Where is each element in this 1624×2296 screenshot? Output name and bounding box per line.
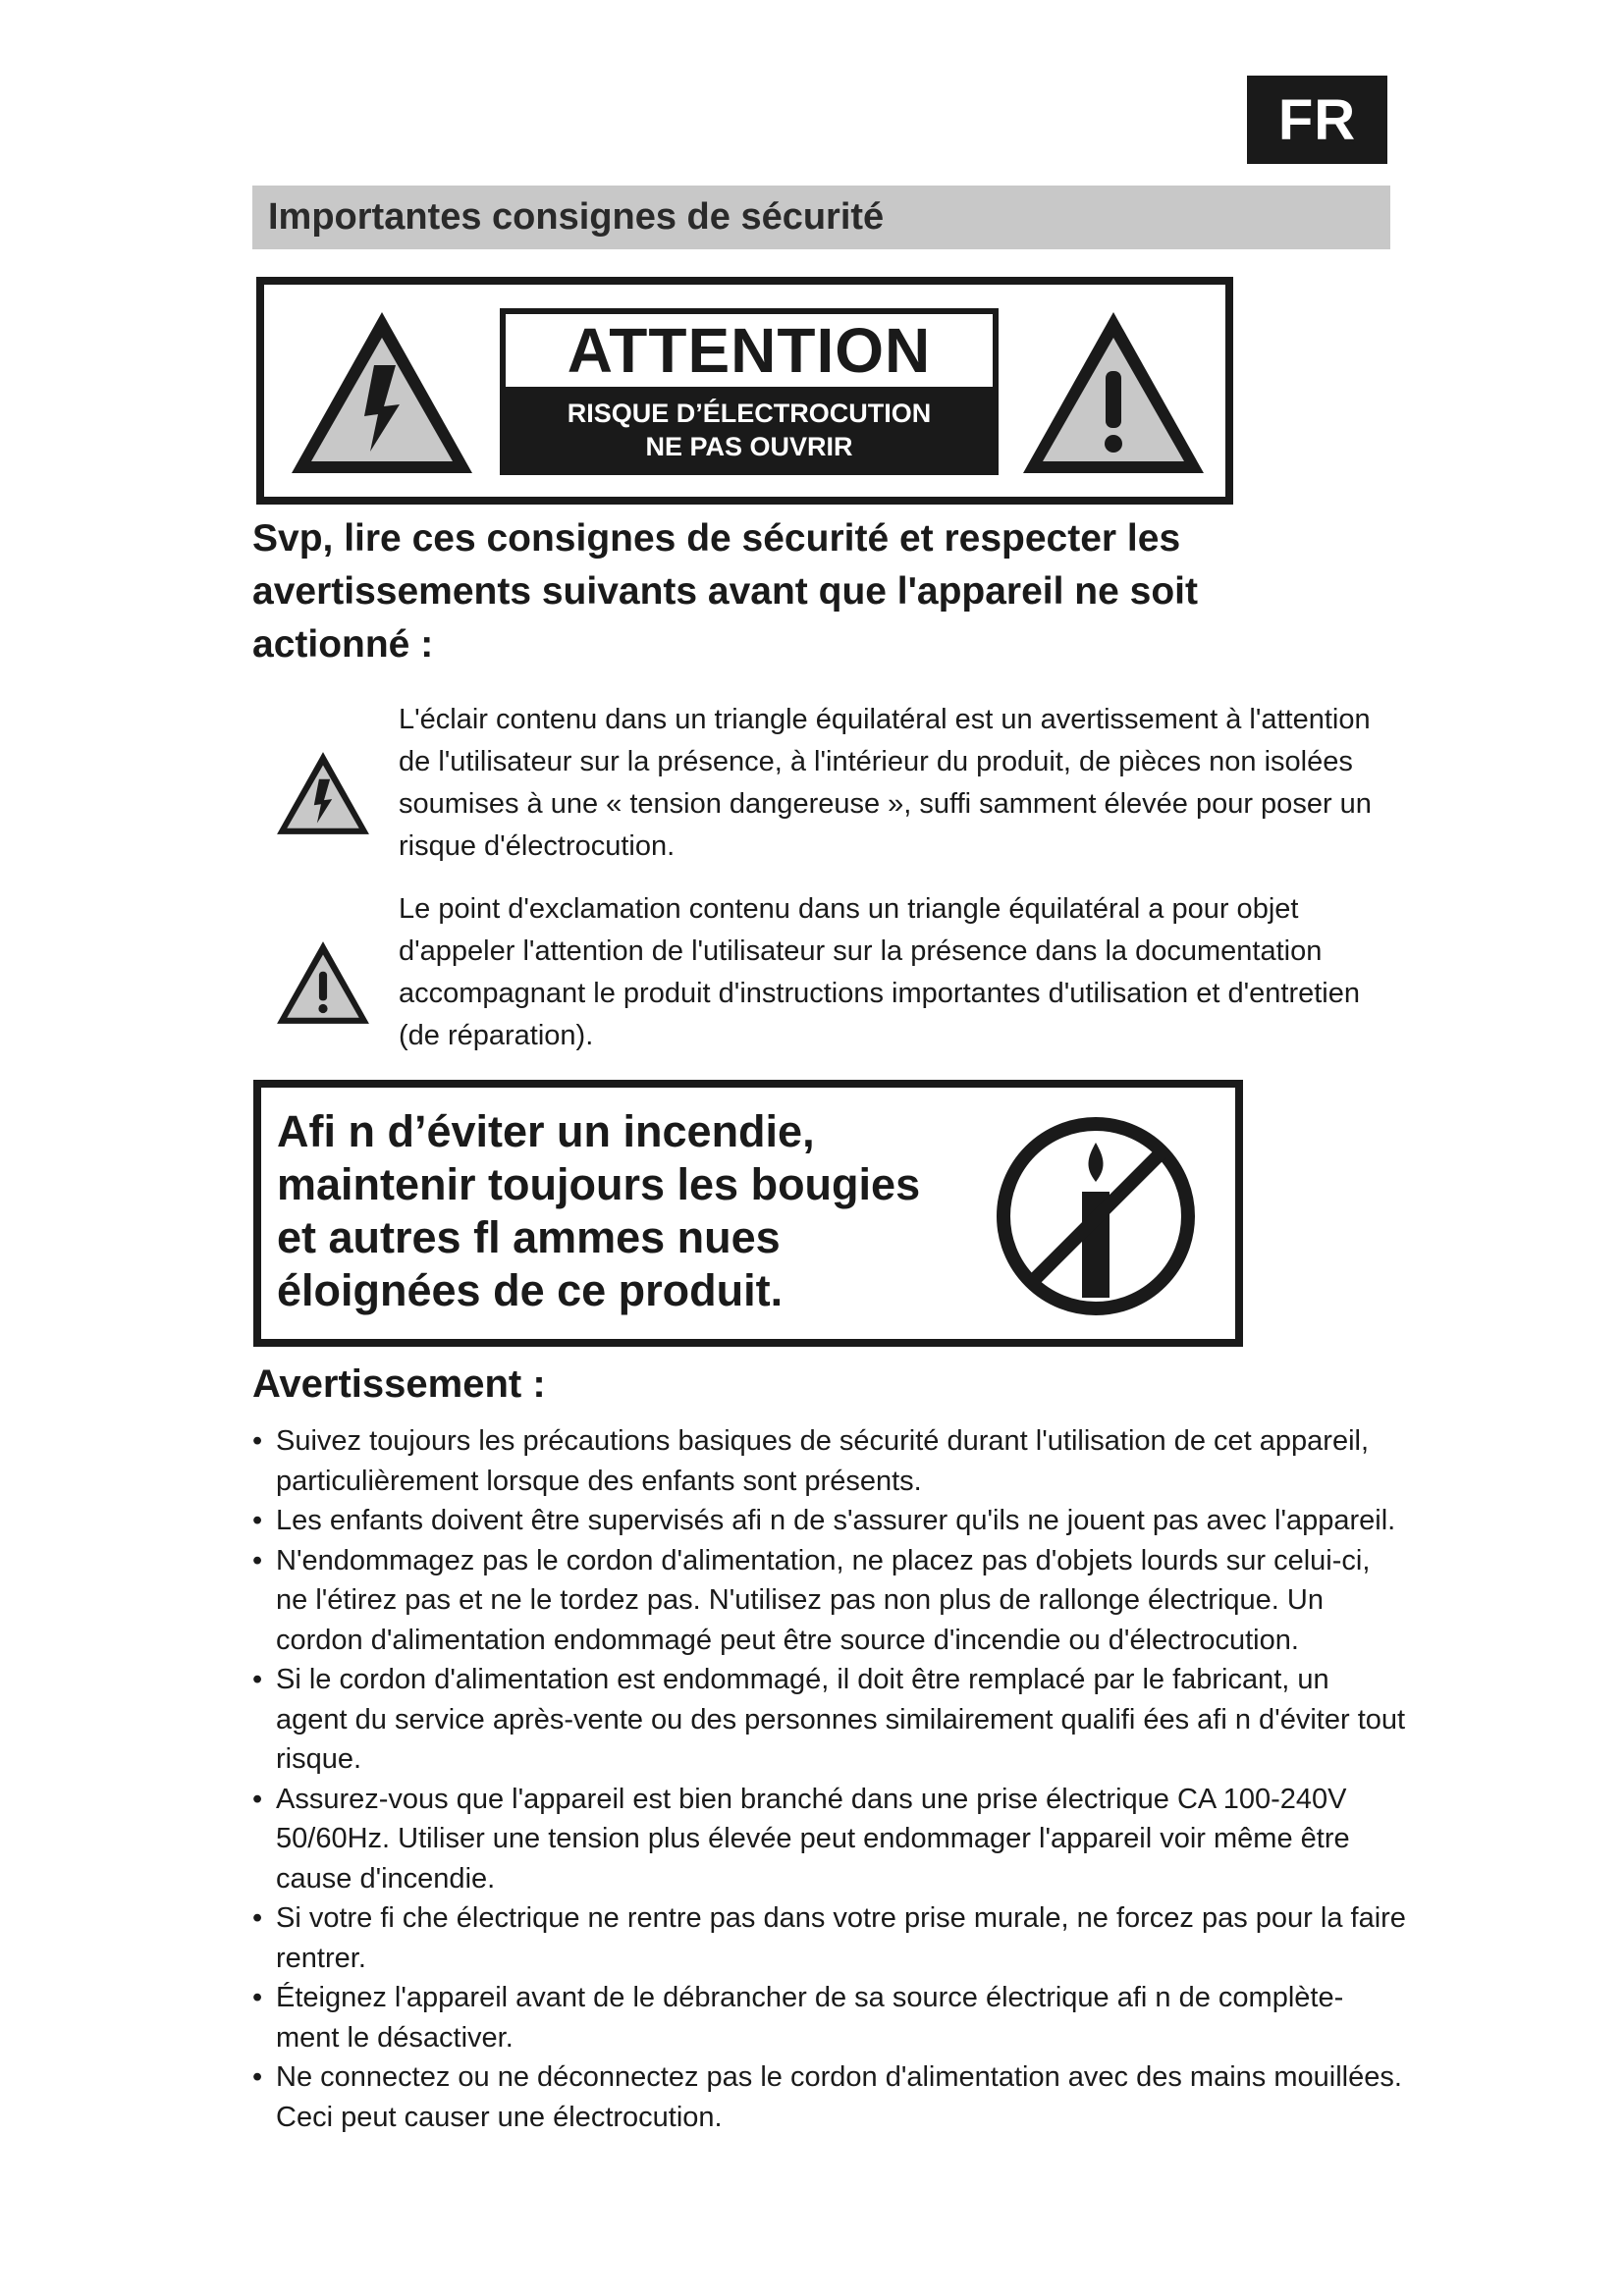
symbol-explanation-lightning (265, 699, 1394, 872)
lightning-triangle-icon (284, 304, 480, 481)
bullet-icon: • (252, 1664, 263, 1695)
warning-item (252, 1780, 1406, 1899)
warning-text: Si le cordon d'alimentation est endommagé, il doit être remplacé par le fabricant, un agent du service après-vente ou des personnes similairement qualifi ées afi n d'éviter tout risque. (276, 1664, 1406, 1775)
warning-title: Avertissement : (252, 1362, 546, 1406)
language-badge: FR (1247, 76, 1387, 164)
exclamation-triangle-icon (273, 937, 373, 1028)
symbol-explanation-text: L'éclair contenu dans un triangle équilatéral est un avertissement à l'attention de l'utilisateur sur la présence, à l'intérieur du produit, de pièces non isolées soumises à une « tension dangereuse », suffi samment élevée pour poser un risque d'électrocution. (399, 704, 1372, 862)
warning-item (252, 1978, 1406, 2057)
intro-heading: Svp, lire ces consignes de sécurité et respecter les avertissements suivants avant que l'appareil ne soit actionné : (252, 517, 1198, 666)
bullet-icon: • (252, 2061, 263, 2093)
warning-text: Suivez toujours les précautions basiques de sécurité durant l'utilisation de cet appareil, particulièrement lorsque des enfants sont présents. (276, 1425, 1370, 1497)
bullet-icon: • (252, 1902, 263, 1934)
attention-label (256, 277, 1233, 505)
exclamation-triangle-icon (1015, 304, 1212, 481)
warning-list (252, 1421, 1406, 2137)
warning-item (252, 1501, 1406, 1541)
warning-item (252, 1541, 1406, 1661)
fire-warning-box (253, 1080, 1243, 1347)
bullet-icon: • (252, 1982, 263, 2013)
section-title: Importantes consignes de sécurité (252, 186, 1390, 249)
warning-text: N'endommagez pas le cordon d'alimentation, ne placez pas d'objets lourds sur celui-ci, ne l'étirez pas et ne le tordez pas. N'utilisez pas non plus de rallonge électrique. Un cordon d'alimentation endommagé peut être source d'incendie ou d'électrocution. (276, 1544, 1371, 1656)
symbol-explanation-text: Le point d'exclamation contenu dans un triangle équilatéral a pour objet d'appeler l'attention de l'utilisateur sur la présence dans la documentation accompagnant le produit d'instructions importantes d'utilisation et d'entretien (de réparation). (399, 893, 1361, 1051)
attention-word: ATTENTION (506, 314, 993, 387)
warning-item (252, 1421, 1406, 1501)
symbol-explanation-exclamation (265, 888, 1394, 1061)
warning-text: Ne connectez ou ne déconnectez pas le cordon d'alimentation avec des mains mouillées. Ceci peut causer une électrocution. (276, 2061, 1402, 2133)
warning-text: Assurez-vous que l'appareil est bien branché dans une prise électrique CA 100-240V 50/60Hz. Utiliser une tension plus élevée peut endommager l'appareil voir même être cause d'incendie. (276, 1783, 1350, 1895)
fire-warning-text: Afi n d’éviter un incendie, maintenir toujours les bougies et autres fl ammes nues éloignées de ce produit. (277, 1106, 921, 1315)
warning-item (252, 2057, 1406, 2137)
warning-text: Si votre fi che électrique ne rentre pas dans votre prise murale, ne forcez pas pour la faire rentrer. (276, 1902, 1406, 1974)
attention-banner (500, 308, 999, 475)
bullet-icon: • (252, 1425, 263, 1457)
lightning-triangle-icon (273, 748, 373, 838)
bullet-icon: • (252, 1544, 263, 1576)
attention-line-2: NE PAS OUVRIR (645, 432, 853, 461)
warning-text: Les enfants doivent être supervisés afi n de s'assurer qu'ils ne jouent pas avec l'appareil. (276, 1505, 1396, 1536)
warning-text: Éteignez l'appareil avant de le débrancher de sa source électrique afi n de complète-ment le désactiver. (276, 1982, 1344, 2054)
warning-item (252, 1660, 1406, 1780)
no-candle-icon (993, 1113, 1199, 1319)
attention-line-1: RISQUE D’ÉLECTROCUTION (567, 399, 932, 428)
bullet-icon: • (252, 1505, 263, 1536)
attention-subtitle (506, 387, 993, 463)
warning-item (252, 1898, 1406, 1978)
bullet-icon: • (252, 1783, 263, 1815)
